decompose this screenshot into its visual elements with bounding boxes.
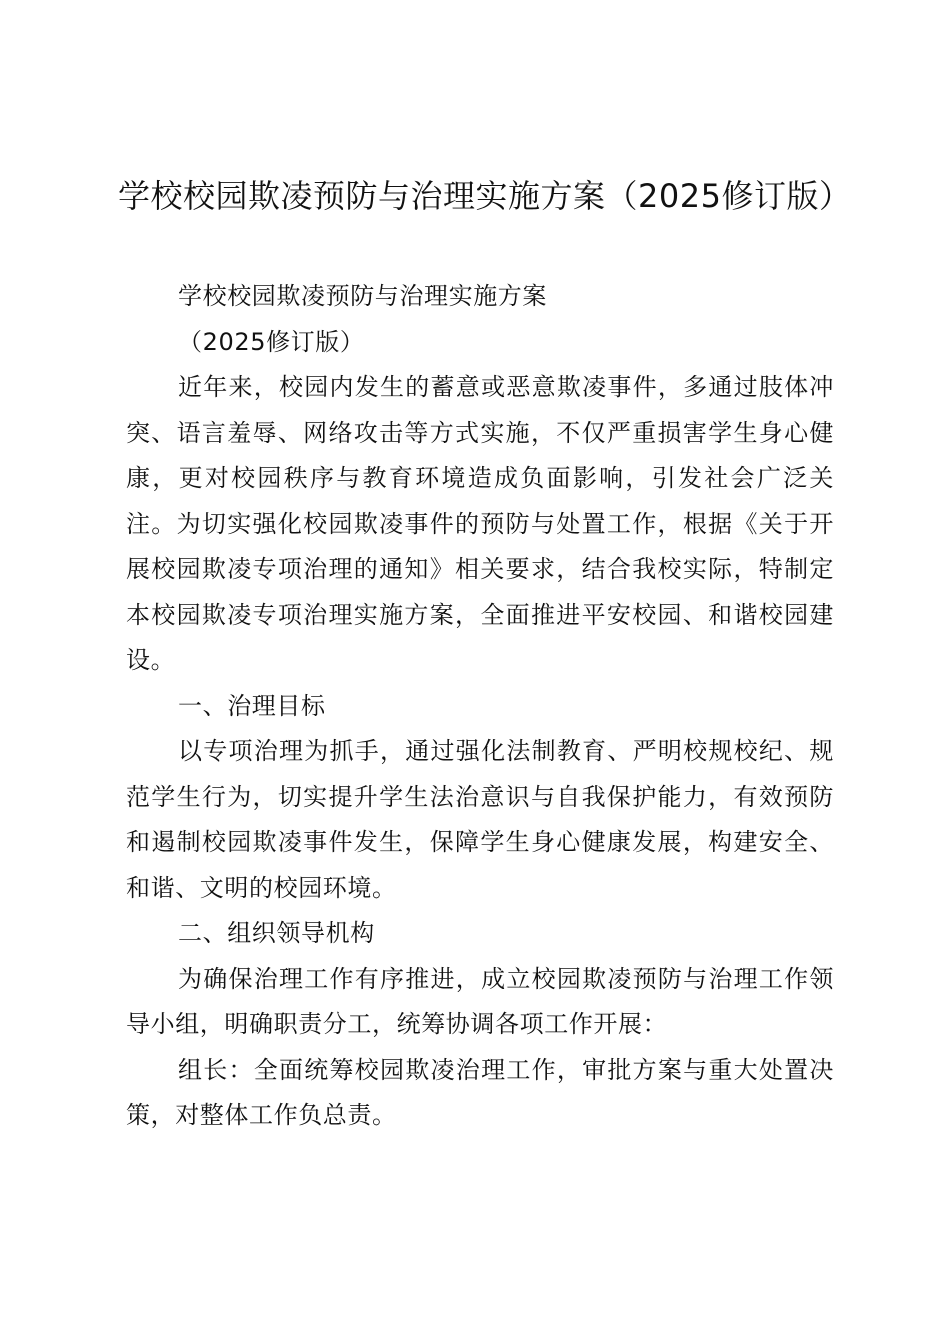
document-title: 学校校园欺凌预防与治理实施方案（2025修订版） bbox=[118, 177, 852, 215]
leader-paragraph: 组长：全面统筹校园欺凌治理工作，审批方案与重大处置决策，对整体工作负总责。 bbox=[126, 1055, 834, 1129]
document-body bbox=[126, 274, 834, 1139]
intro-paragraph: 近年来，校园内发生的蓄意或恶意欺凌事件，多通过肢体冲突、语言羞辱、网络攻击等方式实施，不仅严重损害学生身心健康，更对校园秩序与教育环境造成负面影响，引发社会广泛关注。为切实强化校园欺凌事件的预防与处置工作，根据《关于开展校园欺凌专项治理的通知》相关要求，结合我校实际，特制定本校园欺凌专项治理实施方案，全面推进平安校园、和谐校园建设。 bbox=[126, 373, 834, 674]
organization-paragraph: 为确保治理工作有序推进，成立校园欺凌预防与治理工作领导小组，明确职责分工，统筹协调各项工作开展： bbox=[126, 964, 834, 1038]
goals-paragraph: 以专项治理为抓手，通过强化法制教育、严明校规校纪、规范学生行为，切实提升学生法治意识与自我保护能力，有效预防和遏制校园欺凌事件发生，保障学生身心健康发展，构建安全、和谐、文明的校园环境。 bbox=[126, 737, 834, 902]
section-heading-organization: 二、组织领导机构 bbox=[178, 919, 375, 947]
document-edition: （2025修订版） bbox=[178, 327, 365, 356]
document-subtitle: 学校校园欺凌预防与治理实施方案 bbox=[178, 282, 547, 310]
section-heading-goals: 一、治理目标 bbox=[178, 691, 326, 720]
